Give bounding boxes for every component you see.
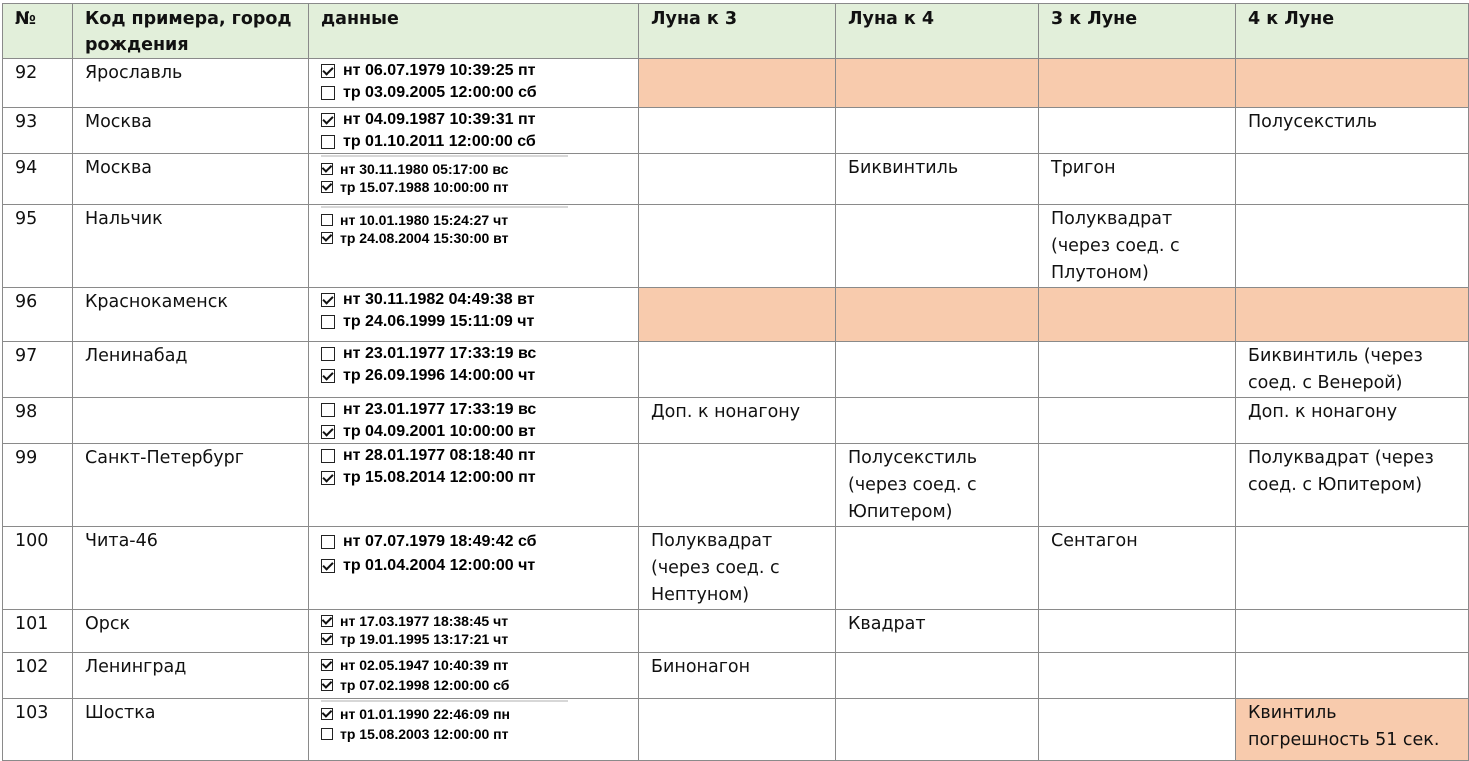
moon-to-3 bbox=[639, 699, 836, 761]
table-row bbox=[3, 527, 1469, 610]
checkbox[interactable] bbox=[321, 113, 335, 127]
transit-date: тр 15.08.2003 12:00:00 пт bbox=[321, 725, 568, 743]
row-dates bbox=[309, 699, 639, 761]
moon-to-4: Квадрат bbox=[836, 610, 1039, 653]
row-city: Ленинабад bbox=[73, 342, 309, 398]
natal-date: нт 02.05.1947 10:40:39 пт bbox=[321, 656, 628, 674]
checkbox[interactable] bbox=[321, 633, 333, 645]
row-number: 92 bbox=[3, 59, 73, 108]
checkbox[interactable] bbox=[321, 471, 335, 485]
natal-date: нт 01.01.1990 22:46:09 пн bbox=[321, 705, 568, 723]
checkbox[interactable] bbox=[321, 86, 335, 100]
checkbox[interactable] bbox=[321, 64, 335, 78]
table-row bbox=[3, 342, 1469, 398]
four-to-moon: Доп. к нонагону bbox=[1236, 398, 1469, 444]
row-dates bbox=[309, 108, 639, 154]
row-city: Чита-46 bbox=[73, 527, 309, 610]
row-dates bbox=[309, 398, 639, 444]
moon-to-4 bbox=[836, 342, 1039, 398]
moon-to-3 bbox=[639, 342, 836, 398]
moon-to-4 bbox=[836, 288, 1039, 342]
transit-date: тр 07.02.1998 12:00:00 сб bbox=[321, 676, 628, 694]
three-to-moon bbox=[1039, 444, 1236, 527]
row-city bbox=[73, 398, 309, 444]
row-number: 100 bbox=[3, 527, 73, 610]
row-dates bbox=[309, 59, 639, 108]
row-number: 95 bbox=[3, 205, 73, 288]
natal-date: нт 30.11.1982 04:49:38 вт bbox=[321, 289, 628, 311]
table-row bbox=[3, 610, 1469, 653]
moon-to-4 bbox=[836, 699, 1039, 761]
header-data: данные bbox=[309, 4, 639, 59]
table-row bbox=[3, 699, 1469, 761]
natal-date: нт 06.07.1979 10:39:25 пт bbox=[321, 60, 628, 82]
table-row bbox=[3, 59, 1469, 108]
row-number: 99 bbox=[3, 444, 73, 527]
three-to-moon bbox=[1039, 108, 1236, 154]
checkbox[interactable] bbox=[321, 425, 335, 439]
transit-date: тр 26.09.1996 14:00:00 чт bbox=[321, 365, 628, 387]
checkbox[interactable] bbox=[321, 615, 333, 627]
moon-to-4 bbox=[836, 59, 1039, 108]
three-to-moon bbox=[1039, 610, 1236, 653]
header-row bbox=[3, 4, 1469, 59]
checkbox[interactable] bbox=[321, 449, 335, 463]
row-dates bbox=[309, 610, 639, 653]
checkbox[interactable] bbox=[321, 659, 333, 671]
checkbox[interactable] bbox=[321, 535, 335, 549]
transit-date: тр 01.10.2011 12:00:00 сб bbox=[321, 131, 628, 153]
table-row bbox=[3, 154, 1469, 205]
three-to-moon bbox=[1039, 342, 1236, 398]
natal-date: нт 28.01.1977 08:18:40 пт bbox=[321, 445, 628, 467]
moon-to-4 bbox=[836, 527, 1039, 610]
row-number: 96 bbox=[3, 288, 73, 342]
row-city: Ленинград bbox=[73, 653, 309, 699]
header-moon-to-3: Луна к 3 bbox=[639, 4, 836, 59]
table-row bbox=[3, 288, 1469, 342]
four-to-moon: Полуквадрат (через соед. с Юпитером) bbox=[1236, 444, 1469, 527]
row-city: Ярославль bbox=[73, 59, 309, 108]
natal-date: нт 23.01.1977 17:33:19 вс bbox=[321, 343, 628, 365]
header-4-to-moon: 4 к Луне bbox=[1236, 4, 1469, 59]
row-dates bbox=[309, 653, 639, 699]
four-to-moon bbox=[1236, 205, 1469, 288]
natal-date: нт 04.09.1987 10:39:31 пт bbox=[321, 109, 628, 131]
three-to-moon: Тригон bbox=[1039, 154, 1236, 205]
moon-to-3 bbox=[639, 610, 836, 653]
moon-to-4 bbox=[836, 205, 1039, 288]
row-city: Шостка bbox=[73, 699, 309, 761]
header-code-city: Код примера, город рождения bbox=[73, 4, 309, 59]
checkbox[interactable] bbox=[321, 214, 333, 226]
transit-date: тр 19.01.1995 13:17:21 чт bbox=[321, 630, 628, 648]
three-to-moon bbox=[1039, 398, 1236, 444]
moon-to-3: Доп. к нонагону bbox=[639, 398, 836, 444]
natal-date: нт 30.11.1980 05:17:00 вс bbox=[321, 160, 568, 178]
natal-date: нт 10.01.1980 15:24:27 чт bbox=[321, 211, 568, 229]
moon-to-3 bbox=[639, 154, 836, 205]
moon-to-3: Бинонагон bbox=[639, 653, 836, 699]
checkbox[interactable] bbox=[321, 232, 333, 244]
row-dates bbox=[309, 288, 639, 342]
four-to-moon bbox=[1236, 59, 1469, 108]
row-number: 98 bbox=[3, 398, 73, 444]
checkbox[interactable] bbox=[321, 293, 335, 307]
three-to-moon: Полуквадрат (через соед. с Плутоном) bbox=[1039, 205, 1236, 288]
transit-date: тр 15.08.2014 12:00:00 пт bbox=[321, 467, 628, 489]
row-dates bbox=[309, 154, 639, 205]
natal-date: нт 17.03.1977 18:38:45 чт bbox=[321, 612, 628, 630]
row-city: Москва bbox=[73, 154, 309, 205]
four-to-moon bbox=[1236, 653, 1469, 699]
moon-to-4: Полусекстиль (через соед. с Юпитером) bbox=[836, 444, 1039, 527]
table-row bbox=[3, 108, 1469, 154]
checkbox[interactable] bbox=[321, 369, 335, 383]
table-row bbox=[3, 653, 1469, 699]
three-to-moon: Сентагон bbox=[1039, 527, 1236, 610]
three-to-moon bbox=[1039, 59, 1236, 108]
row-number: 103 bbox=[3, 699, 73, 761]
transit-date: тр 04.09.2001 10:00:00 вт bbox=[321, 421, 628, 443]
three-to-moon bbox=[1039, 653, 1236, 699]
natal-date: нт 07.07.1979 18:49:42 сб bbox=[321, 531, 628, 553]
row-city: Санкт-Петербург bbox=[73, 444, 309, 527]
checkbox[interactable] bbox=[321, 163, 333, 175]
moon-to-3 bbox=[639, 288, 836, 342]
checkbox[interactable] bbox=[321, 559, 335, 573]
row-dates bbox=[309, 342, 639, 398]
row-city: Нальчик bbox=[73, 205, 309, 288]
checkbox[interactable] bbox=[321, 347, 335, 361]
header-num: № bbox=[3, 4, 73, 59]
four-to-moon: Квинтиль погрешность 51 сек. bbox=[1236, 699, 1469, 761]
table-row bbox=[3, 205, 1469, 288]
moon-to-3 bbox=[639, 205, 836, 288]
header-moon-to-4: Луна к 4 bbox=[836, 4, 1039, 59]
checkbox[interactable] bbox=[321, 135, 335, 149]
row-number: 94 bbox=[3, 154, 73, 205]
transit-date: тр 24.08.2004 15:30:00 вт bbox=[321, 229, 568, 247]
transit-date: тр 03.09.2005 12:00:00 сб bbox=[321, 82, 628, 104]
transit-date: тр 24.06.1999 15:11:09 чт bbox=[321, 311, 628, 333]
four-to-moon: Биквинтиль (через соед. с Венерой) bbox=[1236, 342, 1469, 398]
four-to-moon bbox=[1236, 610, 1469, 653]
aspects-table bbox=[2, 3, 1469, 761]
row-city: Москва bbox=[73, 108, 309, 154]
checkbox[interactable] bbox=[321, 708, 333, 720]
row-number: 93 bbox=[3, 108, 73, 154]
header-3-to-moon: 3 к Луне bbox=[1039, 4, 1236, 59]
natal-date: нт 23.01.1977 17:33:19 вс bbox=[321, 399, 628, 421]
four-to-moon: Полусекстиль bbox=[1236, 108, 1469, 154]
checkbox[interactable] bbox=[321, 315, 335, 329]
row-number: 101 bbox=[3, 610, 73, 653]
row-city: Орск bbox=[73, 610, 309, 653]
four-to-moon bbox=[1236, 288, 1469, 342]
row-city: Краснокаменск bbox=[73, 288, 309, 342]
table-row bbox=[3, 398, 1469, 444]
four-to-moon bbox=[1236, 154, 1469, 205]
transit-date: тр 01.04.2004 12:00:00 чт bbox=[321, 555, 628, 577]
row-dates bbox=[309, 205, 639, 288]
moon-to-3 bbox=[639, 59, 836, 108]
transit-date: тр 15.07.1988 10:00:00 пт bbox=[321, 178, 568, 196]
four-to-moon bbox=[1236, 527, 1469, 610]
checkbox[interactable] bbox=[321, 181, 333, 193]
moon-to-3 bbox=[639, 108, 836, 154]
moon-to-4 bbox=[836, 398, 1039, 444]
moon-to-4: Биквинтиль bbox=[836, 154, 1039, 205]
moon-to-3 bbox=[639, 444, 836, 527]
row-dates bbox=[309, 444, 639, 527]
checkbox[interactable] bbox=[321, 728, 333, 740]
three-to-moon bbox=[1039, 288, 1236, 342]
row-dates bbox=[309, 527, 639, 610]
checkbox[interactable] bbox=[321, 679, 333, 691]
moon-to-4 bbox=[836, 653, 1039, 699]
checkbox[interactable] bbox=[321, 403, 335, 417]
moon-to-3: Полуквадрат (через соед. с Нептуном) bbox=[639, 527, 836, 610]
row-number: 102 bbox=[3, 653, 73, 699]
row-number: 97 bbox=[3, 342, 73, 398]
table-row bbox=[3, 444, 1469, 527]
moon-to-4 bbox=[836, 108, 1039, 154]
three-to-moon bbox=[1039, 699, 1236, 761]
